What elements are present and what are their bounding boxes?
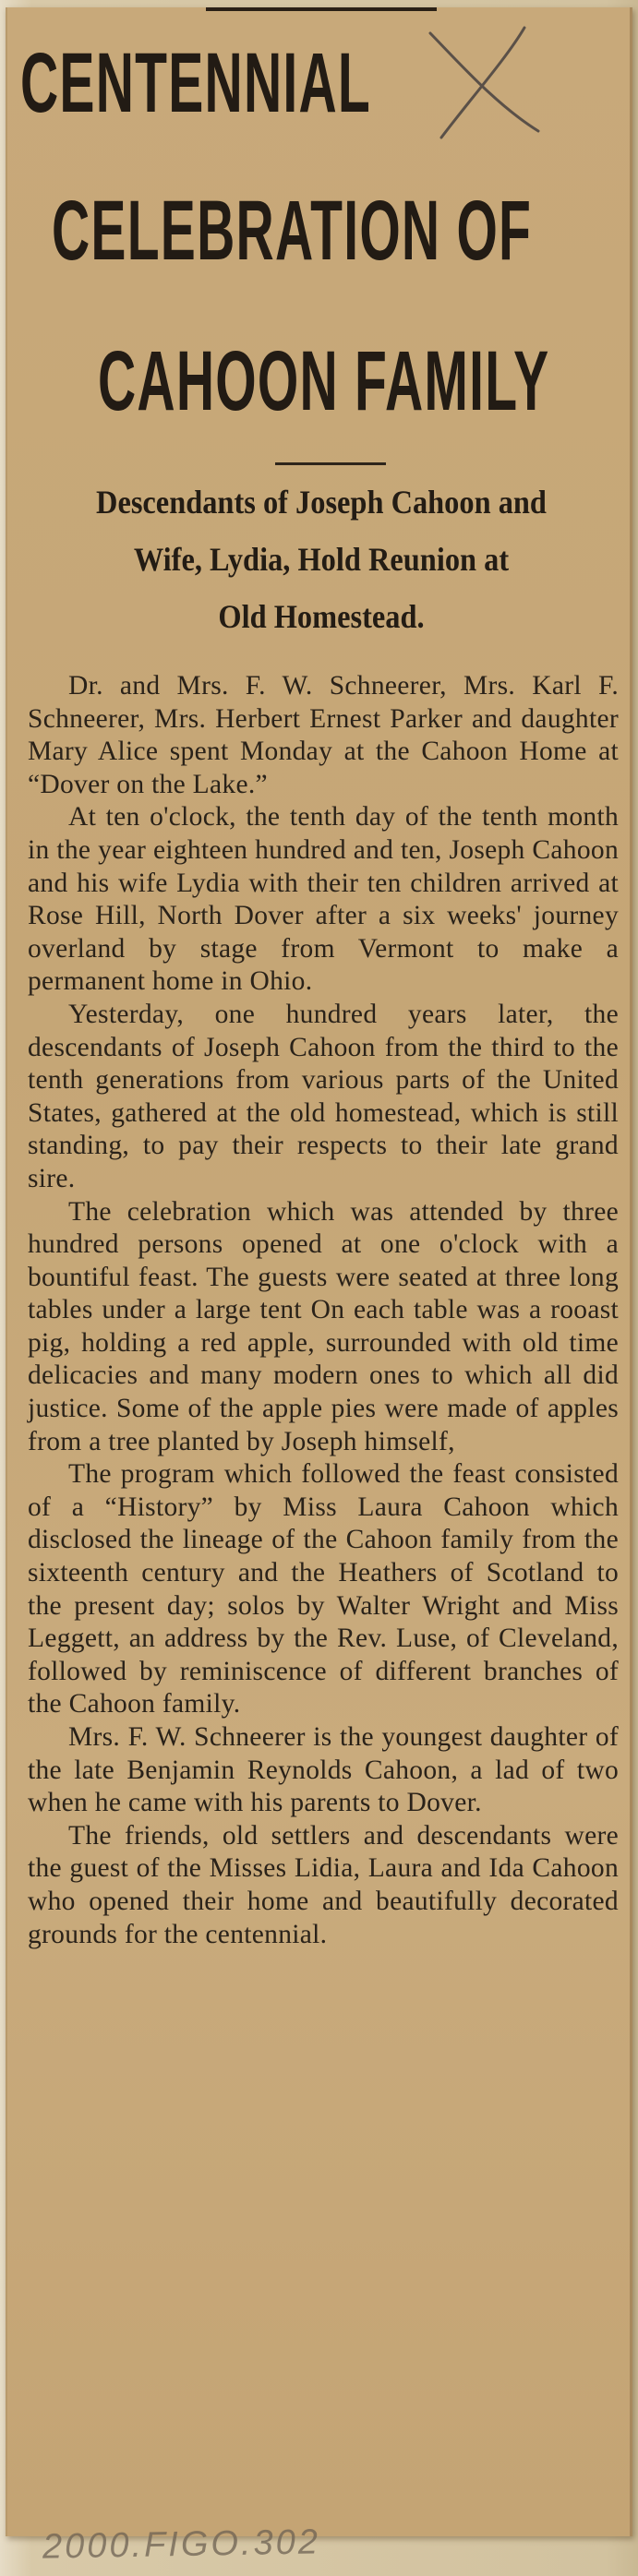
subheadline-line-2: Wife, Lydia, Hold Reunion at [133,541,510,578]
newspaper-clipping [6,7,632,2567]
paragraph-descendants: Yesterday, one hundred years later, the descendants of Joseph Cahoon from the third to the tenth generations from various parts of the United States, gathered at the old homestead, which is still standing, to pay their respects to their late grand sire. [28,999,619,1193]
top-rule [206,7,437,11]
paragraph-visitors: Dr. and Mrs. F. W. Schneerer, Mrs. Karl F. Schneerer, Mrs. Herbert Ernest Parker and daughter Mary Alice spent Monday at the Cahoon Home at “Dover on the Lake.” [28,671,619,799]
paragraph-celebration: The celebration which was attended by three hundred persons opened at one o'clock with a bountiful feast. The guests were seated at three long tables under a large tent On each table was a rooast pig, holding a red apple, surrounded with old time delicacies and many modern ones to which all did justice. Some of the apple pies were made of apples from a tree planted by Joseph himself, [28,1196,619,1456]
paragraph-hosts: The friends, old settlers and descendants were the guest of the Misses Lidia, Laura and Ida Cahoon who opened their home and beautifully decorated grounds for the centennial. [28,1820,619,1949]
article-body [28,670,619,1951]
headline-divider [275,462,386,465]
paragraph-schneerer: Mrs. F. W. Schneerer is the youngest daughter of the late Benjamin Reynolds Cahoon, a lad of two when he came with his parents to Dover. [28,1722,619,1818]
headline-line-3: CAHOON FAMILY [98,334,550,428]
paragraph-program: The program which followed the feast consisted of a “History” by Miss Laura Cahoon which disclosed the lineage of the Cahoon family from the sixteenth century and the Heathers of Scotland to the present day; solos by Walter Wright and Miss Leggett, an address by the Rev. Luse, of Cleveland, followed by reminiscence of different branches of the Cahoon family. [28,1459,619,1719]
subheadline [17,473,626,645]
archive-stamp: 2000.FIGO.302 [42,2522,321,2567]
headline-line-1: CENTENNIAL [20,36,371,130]
subheadline-line-1: Descendants of Joseph Cahoon and [96,484,547,521]
headline-line-2: CELEBRATION OF [52,184,533,278]
paragraph-arrival: At ten o'clock, the tenth day of the tenth month in the year eighteen hundred and ten, Joseph Cahoon and his wife Lydia with their ten children arrived at Rose Hill, North Dover after a six weeks' journey overland by stage from Vermont to make a permanent home in Ohio. [28,802,619,997]
subheadline-line-3: Old Homestead. [218,598,425,635]
pencil-x-mark-icon [414,22,552,142]
